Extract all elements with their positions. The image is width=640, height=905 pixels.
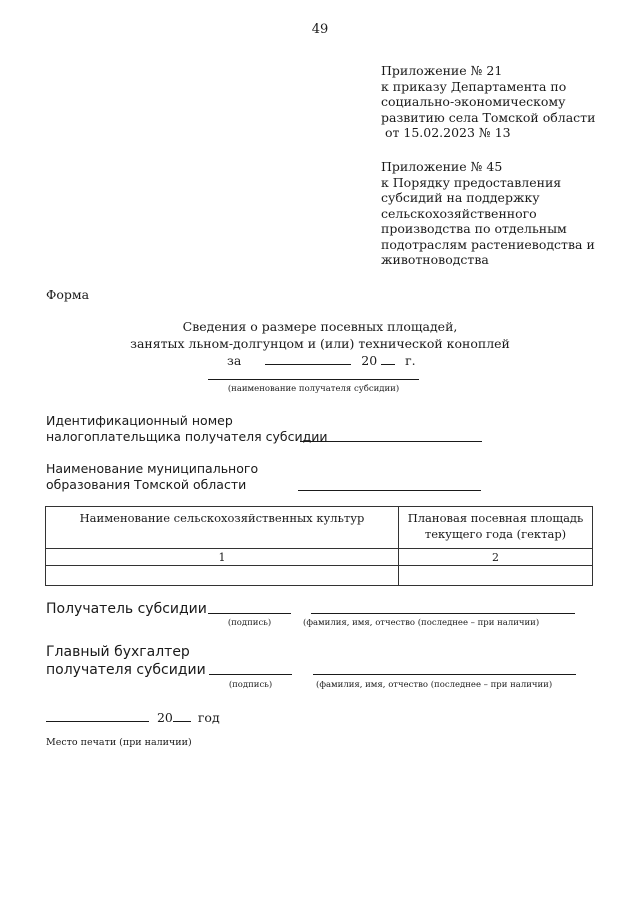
table-col-number: 2 [399,549,593,566]
accountant-signature-label [46,643,206,679]
culture-table [45,506,593,586]
appendix-line: Приложение № 21 [381,63,503,78]
period-year-blank[interactable] [381,350,395,365]
document-title-line-2: занятых льном-долгунцом и (или) технической коноплей [130,336,510,351]
recipient-signature-line[interactable] [208,613,291,614]
municipality-label-line-2: образования Томской области [46,477,247,492]
appendix-line: к Порядку предоставления [381,174,562,190]
table-cell-area[interactable] [399,566,593,586]
accountant-label-line-1: Главный бухгалтер [46,644,190,660]
appendix-line: подотраслям растениеводства и [381,236,595,252]
table-header-culture [46,507,399,549]
accountant-signature-caption: (подпись) [228,680,273,690]
municipality-field[interactable] [298,490,481,491]
municipality-label-line-1: Наименование муниципального [46,461,259,476]
date-year-word: год [197,710,220,725]
accountant-signature-line[interactable] [209,674,292,675]
appendix-line: от 15.02.2023 № 13 [381,125,511,140]
period-year-suffix: г. [405,353,416,368]
date-year-prefix: 20 [156,710,173,725]
date-blank-field[interactable] [46,707,149,722]
recipient-name-caption: (наименование получателя субсидии) [227,384,400,394]
appendix-line: сельскохозяйственного [381,205,537,221]
appendix-line: социально-экономическому [381,94,566,109]
table-header-area [399,507,593,549]
accountant-label-line-2: получателя субсидии [46,662,206,678]
accountant-fio-caption: (фамилия, имя, отчество (последнее – при наличии) [316,680,553,690]
appendix-line: к приказу Департамента по [381,78,567,94]
appendix-line: субсидий на поддержку [381,190,540,205]
inn-label-line-2: налогоплательщика получателя субсидии [46,429,328,444]
municipality-label [46,461,258,493]
table-cell-culture[interactable] [46,566,399,586]
recipient-fio-line[interactable] [311,613,575,614]
table-header-area-line-2: текущего года (гектар) [424,527,567,541]
appendix-line: производства по отдельным [381,221,567,236]
appendix-line: развитию села Томской области [381,109,596,125]
table-number-row [46,549,593,566]
table-col-number: 1 [46,549,399,566]
period-year-prefix: 20 [361,353,378,368]
appendix-block-order [381,63,631,141]
table-header-culture-text: Наименование сельскохозяйственных культур [79,511,365,525]
recipient-signature-caption: (подпись) [227,618,272,628]
accountant-fio-line[interactable] [313,674,576,675]
stamp-note: Место печати (при наличии) [46,737,192,748]
recipient-signature-label: Получатель субсидии [46,601,207,617]
period-prefix: за [227,353,242,368]
date-year-blank[interactable] [173,707,191,722]
period-blank-field[interactable] [265,350,351,365]
period-line [227,350,416,368]
page-number: 49 [311,22,329,37]
appendix-line: Приложение № 45 [381,159,503,174]
date-line [46,707,220,725]
recipient-fio-caption: (фамилия, имя, отчество (последнее – при наличии) [303,618,540,628]
appendix-line: животноводства [381,252,489,267]
table-header-area-line-1: Плановая посевная площадь [407,511,584,525]
form-label: Форма [46,287,90,302]
inn-field[interactable] [300,441,482,442]
table-header-row [46,507,593,549]
inn-label [46,413,328,445]
table-row [46,566,593,586]
recipient-name-line[interactable] [208,379,419,380]
document-title-line-1: Сведения о размере посевных площадей, [182,319,458,334]
inn-label-line-1: Идентификационный номер [46,413,233,428]
appendix-block-procedure [381,159,631,268]
